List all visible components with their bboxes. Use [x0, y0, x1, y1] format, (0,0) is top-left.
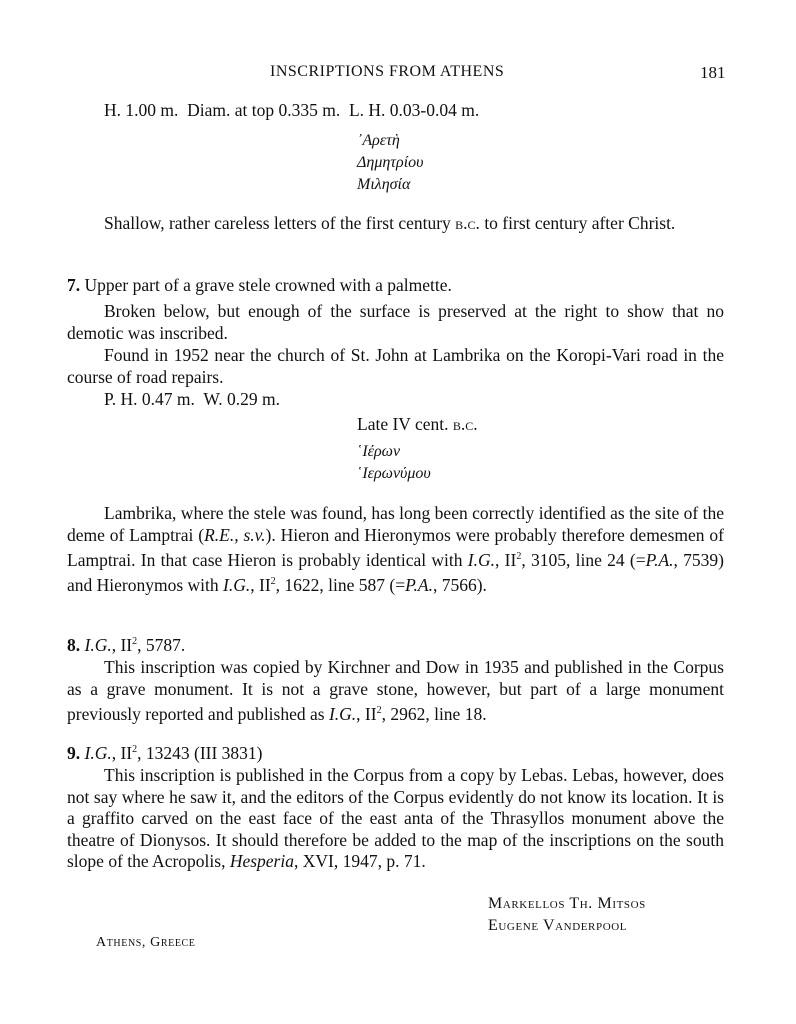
place-of-origin: Athens, Greece — [96, 935, 196, 950]
entry6-dimensions: H. 1.00 m. Diam. at top 0.335 m. L. H. 0.03-0.04 m. — [104, 100, 480, 120]
entry8-body: This inscription was copied by Kirchner and Dow in 1935 and published in the Corpus as a grave monument. It is not a grave stone, however, but part of a large monument previously reported and published as I.G., $II^2$, 2962, line 18. — [67, 657, 724, 724]
entry7-inscription-line-1: ῾Ιέρων — [357, 443, 401, 460]
entry7-dimensions: P. H. 0.47 m. W. 0.29 m. — [104, 389, 280, 409]
entry7-provenance: Found in 1952 near the church of St. John at Lambrika on the Koropi-Vari road in the course of road repairs. — [67, 345, 724, 387]
entry9-body: This inscription is published in the Corpus from a copy by Lebas. Lebas, however, does not say where he saw it, and the editors of the Corpus evidently do not know its location. It is a graffito carved on the east face of the east anta of the Thrasyllos monument above the theatre of Dionysos. It should therefore be added to the map of the inscriptions on the south slope of the Acropolis, Hesperia, XVI, 1947, p. 71. — [67, 765, 724, 871]
author-1: Markellos Th. Mitsos — [488, 895, 646, 912]
entry7-commentary: Lambrika, where the stele was found, has long been correctly identified as the site of the deme of Lamptrai (R.E., s.v.). Hieron and Hieronymos were probably therefore demesmen of Lamptrai. In that case Hieron is probably identical with I.G., $II^2$, 3105, line 24 (=P.A., 7539) and Hieronymos with I.G., $II^2$, 1622, line 587 (=P.A., 7566). — [67, 503, 724, 596]
entry6-inscription-line-3: Μιλησία — [357, 176, 411, 193]
entry6-inscription-line-2: Δημητρίου — [357, 154, 424, 171]
entry9-number: 9. — [67, 742, 81, 763]
entry8-heading: 8. I.G., $II^2$, 5787. — [67, 634, 186, 655]
author-2: Eugene Vanderpool — [488, 917, 628, 934]
entry6-comment: Shallow, rather careless letters of the first century b.c. to first century after Christ. — [104, 213, 676, 233]
entry7-description: Broken below, but enough of the surface is preserved at the right to show that no demotic was inscribed. — [67, 301, 724, 343]
entry7-date: Late IV cent. b.c. — [357, 414, 478, 434]
entry7-number: 7. — [67, 275, 81, 295]
entry7-inscription-line-2: ῾Ιερωνύμου — [357, 465, 431, 482]
entry9-heading: 9. I.G., $II^2$, 13243 (III 3831) — [67, 742, 263, 763]
entry6-inscription-line-1: ᾿Αρετὴ — [357, 132, 400, 149]
entry7-heading: 7. Upper part of a grave stele crowned with a palmette. — [67, 275, 452, 295]
page-number: 181 — [700, 63, 726, 82]
entry8-number: 8. — [67, 634, 81, 655]
running-title: INSCRIPTIONS FROM ATHENS — [270, 63, 505, 80]
